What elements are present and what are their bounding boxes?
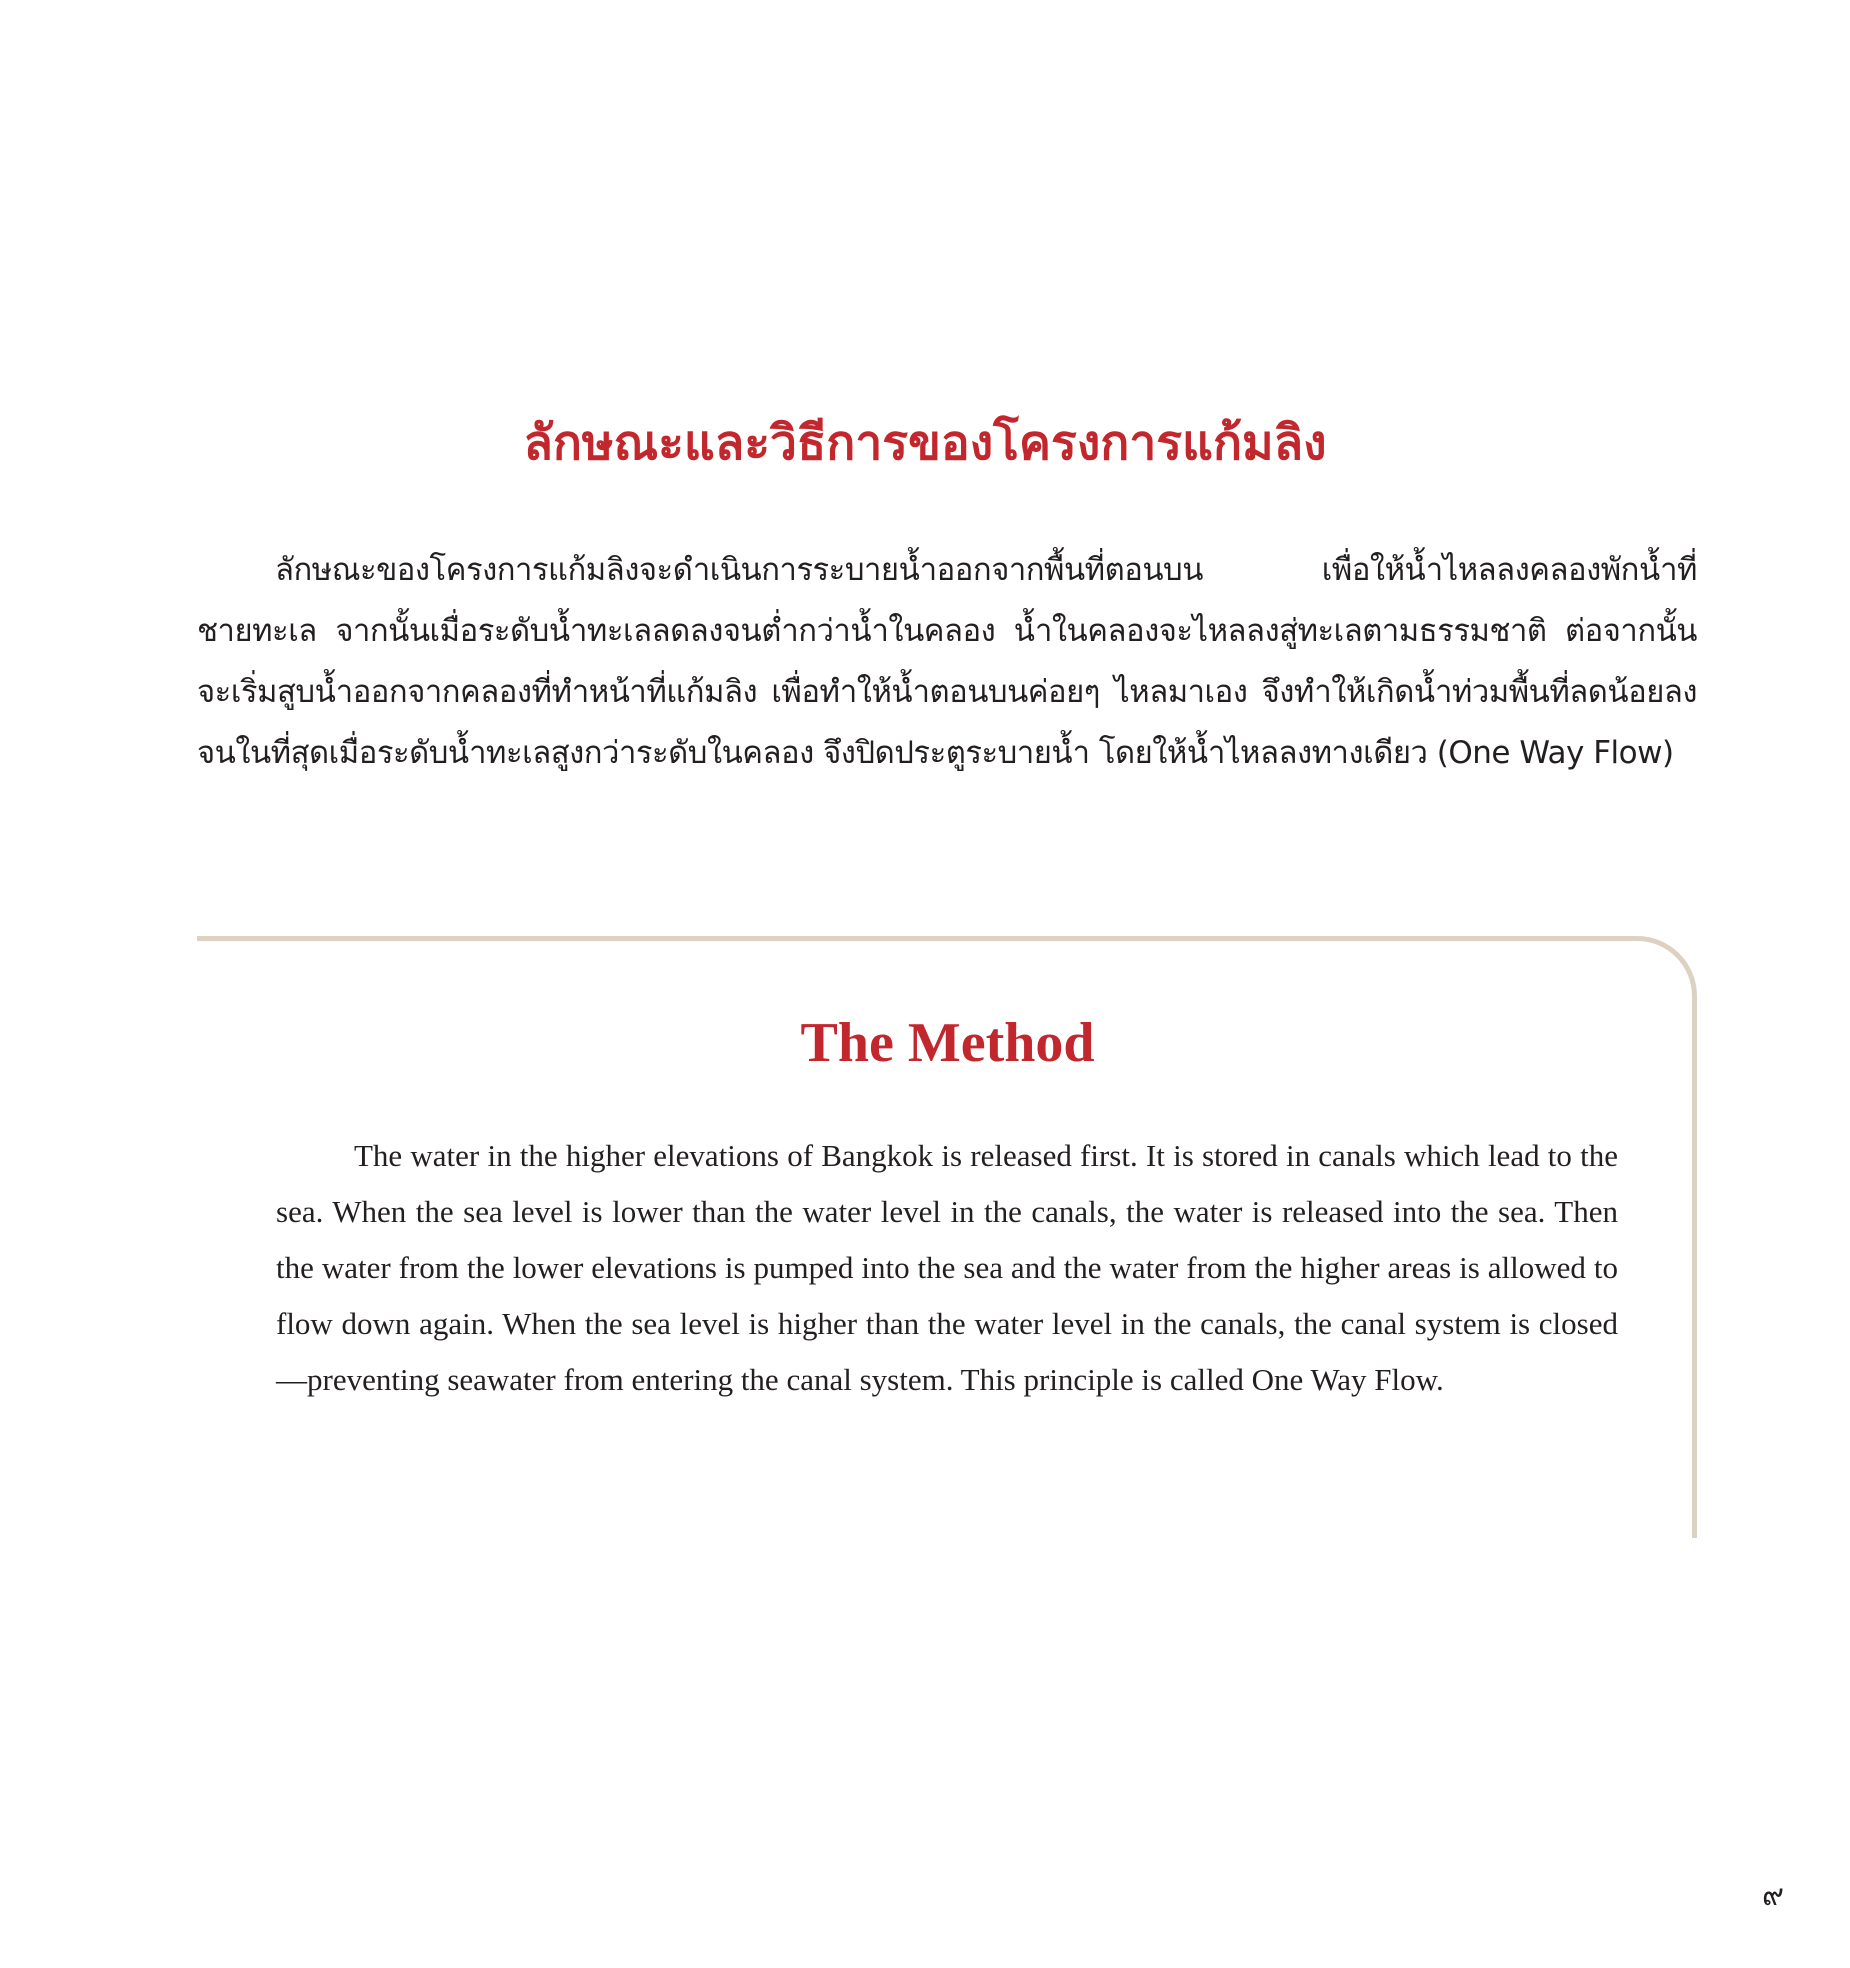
thai-section-title: ลักษณะและวิธีการของโครงการแก้มลิง <box>523 415 1327 471</box>
page-number: ๙ <box>1762 1878 1784 1913</box>
method-section-body: The water in the higher elevations of Bangkok is released first. It is stored in canals which lead to the sea. When the sea level is lower than the water level in the canals, the water is released into the sea. Then the water from the lower elevations is pumped into the sea and the water from the higher areas is allowed to flow down again. When the sea level is higher than the water level in the canals, the canal system is closed—preventing seawater from entering the canal system. This principle is called One Way Flow. <box>276 1138 1618 1397</box>
method-section-title: The Method <box>800 1012 1095 1074</box>
thai-section-body: ลักษณะของโครงการแก้มลิงจะดำเนินการระบายน้ำออกจากพื้นที่ตอนบน เพื่อให้น้ำไหลลงคลองพักน้ำที่ชายทะเล จากนั้นเมื่อระดับน้ำทะเลลดลงจนต่ำกว่าน้ำในคลอง น้ำในคลองจะไหลลงสู่ทะเลตามธรรมชาติ ต่อจากนั้นจะเริ่มสูบน้ำออกจากคลองที่ทำหน้าที่แก้มลิง เพื่อทำให้น้ำตอนบนค่อยๆ ไหลมาเอง จึงทำให้เกิดน้ำท่วมพื้นที่ลดน้อยลง จนในที่สุดเมื่อระดับน้ำทะเลสูงกว่าระดับในคลอง จึงปิดประตูระบายน้ำ โดยให้น้ำไหลลงทางเดียว (One Way Flow) <box>197 552 1697 771</box>
